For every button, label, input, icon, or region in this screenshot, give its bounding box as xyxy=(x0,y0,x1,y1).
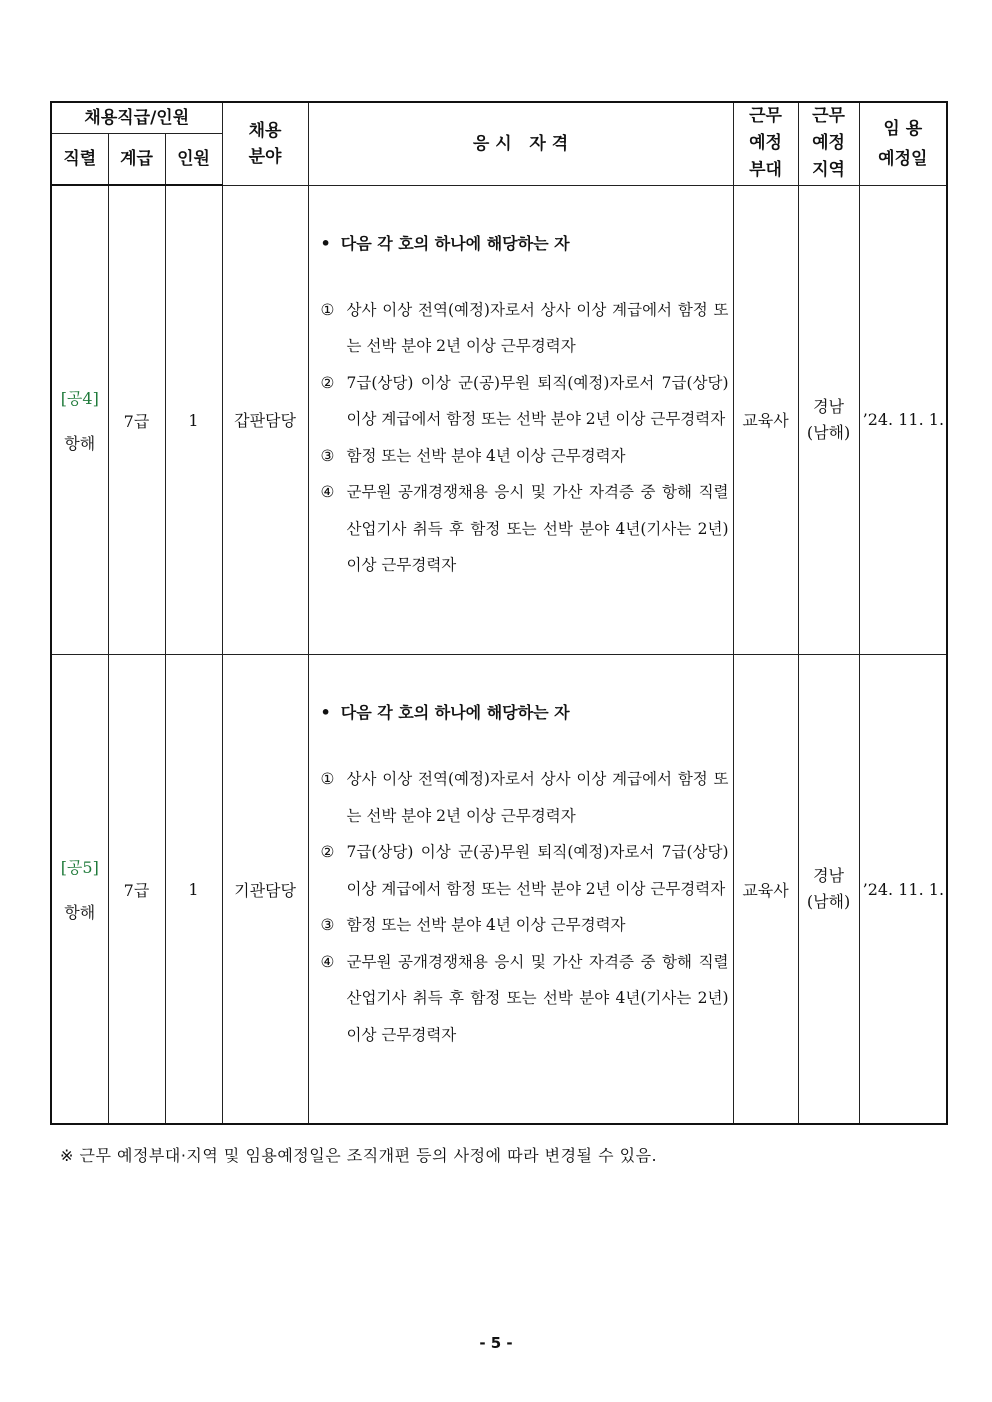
header-unit: 근무 예정 부대 xyxy=(733,102,798,185)
qualification-item xyxy=(321,907,729,944)
qualification-lead xyxy=(321,700,729,723)
table-row xyxy=(51,655,947,1125)
bullet-icon: • xyxy=(320,703,331,722)
qualification-item xyxy=(321,834,729,907)
qualification-item xyxy=(321,292,729,365)
item-number: ① xyxy=(320,770,335,788)
cell-field: 갑판담당 xyxy=(222,185,308,655)
item-text: 상사 이상 전역(예정)자로서 상사 이상 계급에서 함정 또는 선박 분야 2년 이상 근무경력자 xyxy=(346,770,729,825)
qualification-item xyxy=(321,761,729,834)
cell-series xyxy=(51,185,108,655)
qualification-item xyxy=(321,438,729,475)
table-row xyxy=(51,185,947,655)
cell-grade: 7급 xyxy=(108,655,165,1125)
footnote: ※ 근무 예정부대·지역 및 임용예정일은 조직개편 등의 사정에 따라 변경될 수 있음. xyxy=(60,1146,658,1165)
item-number: ④ xyxy=(320,483,335,501)
cell-series xyxy=(51,655,108,1125)
item-number: ③ xyxy=(320,446,335,465)
item-number: ② xyxy=(320,373,335,392)
header-qualification: 응 시 자 격 xyxy=(308,102,733,185)
header-count: 인원 xyxy=(165,134,222,186)
item-text: 함정 또는 선박 분야 4년 이상 근무경력자 xyxy=(346,916,626,934)
cell-grade: 7급 xyxy=(108,185,165,655)
item-text: 군무원 공개경쟁채용 응시 및 가산 자격증 중 항해 직렬 산업기사 취득 후 함정 또는 선박 분야 4년(기사는 2년) 이상 근무경력자 xyxy=(346,952,729,1044)
header-grade: 계급 xyxy=(108,134,165,186)
cell-count: 1 xyxy=(165,185,222,655)
cell-region: 경남 (남해) xyxy=(798,185,859,655)
item-number: ④ xyxy=(320,952,335,971)
cell-unit: 교육사 xyxy=(733,655,798,1125)
item-text: 상사 이상 전역(예정)자로서 상사 이상 계급에서 함정 또는 선박 분야 2년 이상 근무경력자 xyxy=(346,300,729,355)
position-code: [공4] xyxy=(60,389,99,408)
cell-count: 1 xyxy=(165,655,222,1125)
header-date: 임 용 예정일 xyxy=(859,102,947,185)
item-number: ② xyxy=(320,843,335,861)
cell-unit: 교육사 xyxy=(733,185,798,655)
series-label: 항해 xyxy=(64,434,96,453)
item-text: 7급(상당) 이상 군(공)무원 퇴직(예정)자로서 7급(상당)이상 계급에서 함정 또는 선박 분야 2년 이상 근무경력자 xyxy=(346,373,729,428)
bullet-icon: • xyxy=(320,233,331,253)
qualification-item xyxy=(321,474,729,584)
item-number: ① xyxy=(320,300,335,319)
header-field: 채용 분야 xyxy=(222,102,308,185)
qualification-lead xyxy=(321,231,729,254)
item-text: 함정 또는 선박 분야 4년 이상 근무경력자 xyxy=(346,446,626,465)
page-number: - 5 - xyxy=(479,1334,513,1352)
recruitment-table xyxy=(50,101,948,1125)
cell-qualification xyxy=(308,185,733,655)
cell-region: 경남 (남해) xyxy=(798,655,859,1125)
cell-field: 기관담당 xyxy=(222,655,308,1125)
lead-text: 다음 각 호의 하나에 해당하는 자 xyxy=(340,703,570,722)
cell-qualification xyxy=(308,655,733,1125)
qualification-item xyxy=(321,944,729,1054)
lead-text: 다음 각 호의 하나에 해당하는 자 xyxy=(340,233,570,253)
item-number: ③ xyxy=(320,916,335,934)
header-region: 근무 예정 지역 xyxy=(798,102,859,185)
header-group: 채용직급/인원 xyxy=(51,102,222,134)
item-text: 군무원 공개경쟁채용 응시 및 가산 자격증 중 항해 직렬 산업기사 취득 후 함정 또는 선박 분야 4년(기사는 2년) 이상 근무경력자 xyxy=(346,483,729,574)
cell-date: ’24. 11. 1. xyxy=(859,185,947,655)
item-text: 7급(상당) 이상 군(공)무원 퇴직(예정)자로서 7급(상당)이상 계급에서 함정 또는 선박 분야 2년 이상 근무경력자 xyxy=(346,843,729,898)
cell-date: ’24. 11. 1. xyxy=(859,655,947,1125)
series-label: 항해 xyxy=(64,903,96,922)
header-series: 직렬 xyxy=(51,134,108,186)
qualification-item xyxy=(321,365,729,438)
position-code: [공5] xyxy=(60,858,99,877)
